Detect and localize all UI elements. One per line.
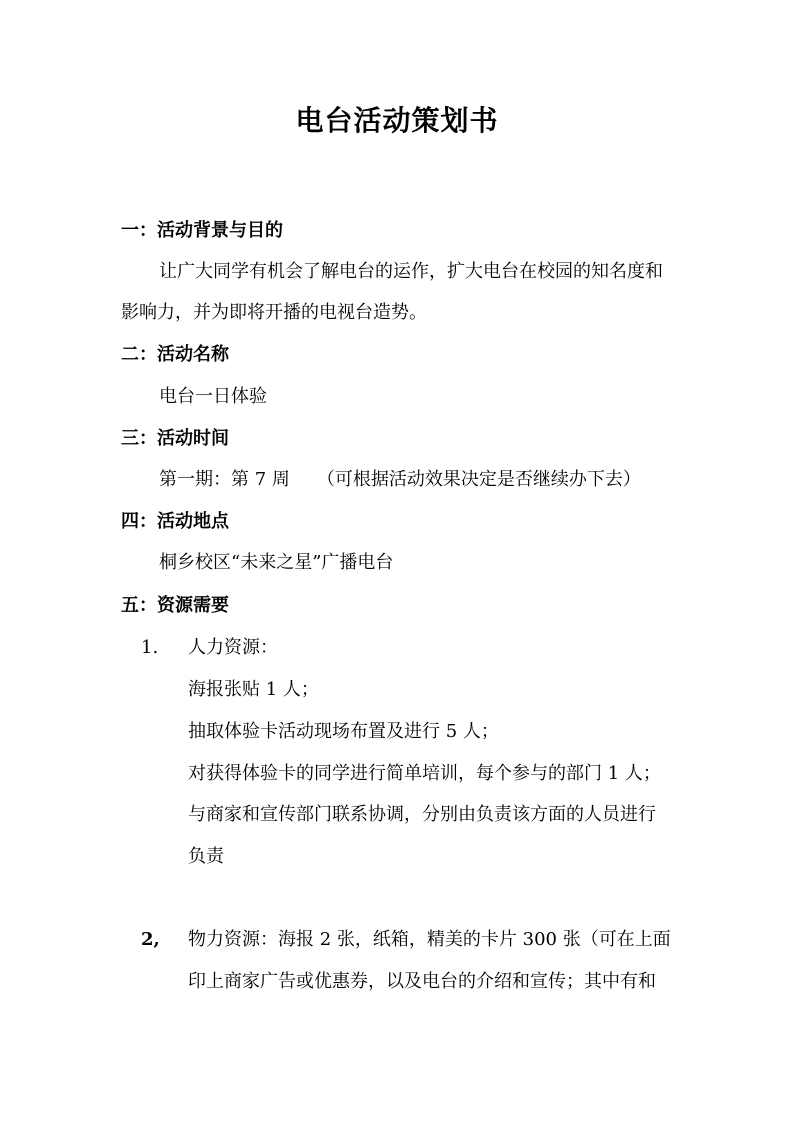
section-heading-name: 二：活动名称 <box>121 344 229 365</box>
section-heading-resources: 五：资源需要 <box>121 595 229 616</box>
list-number: 1. <box>141 637 159 658</box>
list-item-line: 与商家和宣传部门联系协调，分别由负责该方面的人员进行 <box>188 804 656 825</box>
list-item-line: 印上商家广告或优惠券，以及电台的介绍和宣传；其中有和 <box>188 971 656 992</box>
section-heading-background: 一：活动背景与目的 <box>121 220 283 241</box>
document-title: 电台活动策划书 <box>295 104 499 137</box>
list-item-line: 抽取体验卡活动现场布置及进行 5 人； <box>188 721 499 742</box>
section-heading-time: 三：活动时间 <box>121 428 229 449</box>
list-item-line: 负责 <box>188 846 224 867</box>
paragraph-line: 电台一日体验 <box>159 386 267 407</box>
paragraph-line: 第一期：第 7 周 （可根据活动效果决定是否继续办下去） <box>159 469 641 490</box>
list-item-line: 物力资源：海报 2 张，纸箱，精美的卡片 300 张（可在上面 <box>188 929 671 950</box>
list-item-line: 海报张贴 1 人； <box>188 679 319 700</box>
list-item-line: 对获得体验卡的同学进行简单培训，每个参与的部门 1 人； <box>188 763 661 784</box>
paragraph-line: 让广大同学有机会了解电台的运作，扩大电台在校园的知名度和 <box>159 261 663 282</box>
paragraph-line: 影响力，并为即将开播的电视台造势。 <box>121 302 427 323</box>
list-number: 2, <box>141 929 160 950</box>
section-heading-location: 四：活动地点 <box>121 511 229 532</box>
list-item-label: 人力资源： <box>188 637 278 658</box>
paragraph-line: 桐乡校区“未来之星”广播电台 <box>159 552 394 573</box>
